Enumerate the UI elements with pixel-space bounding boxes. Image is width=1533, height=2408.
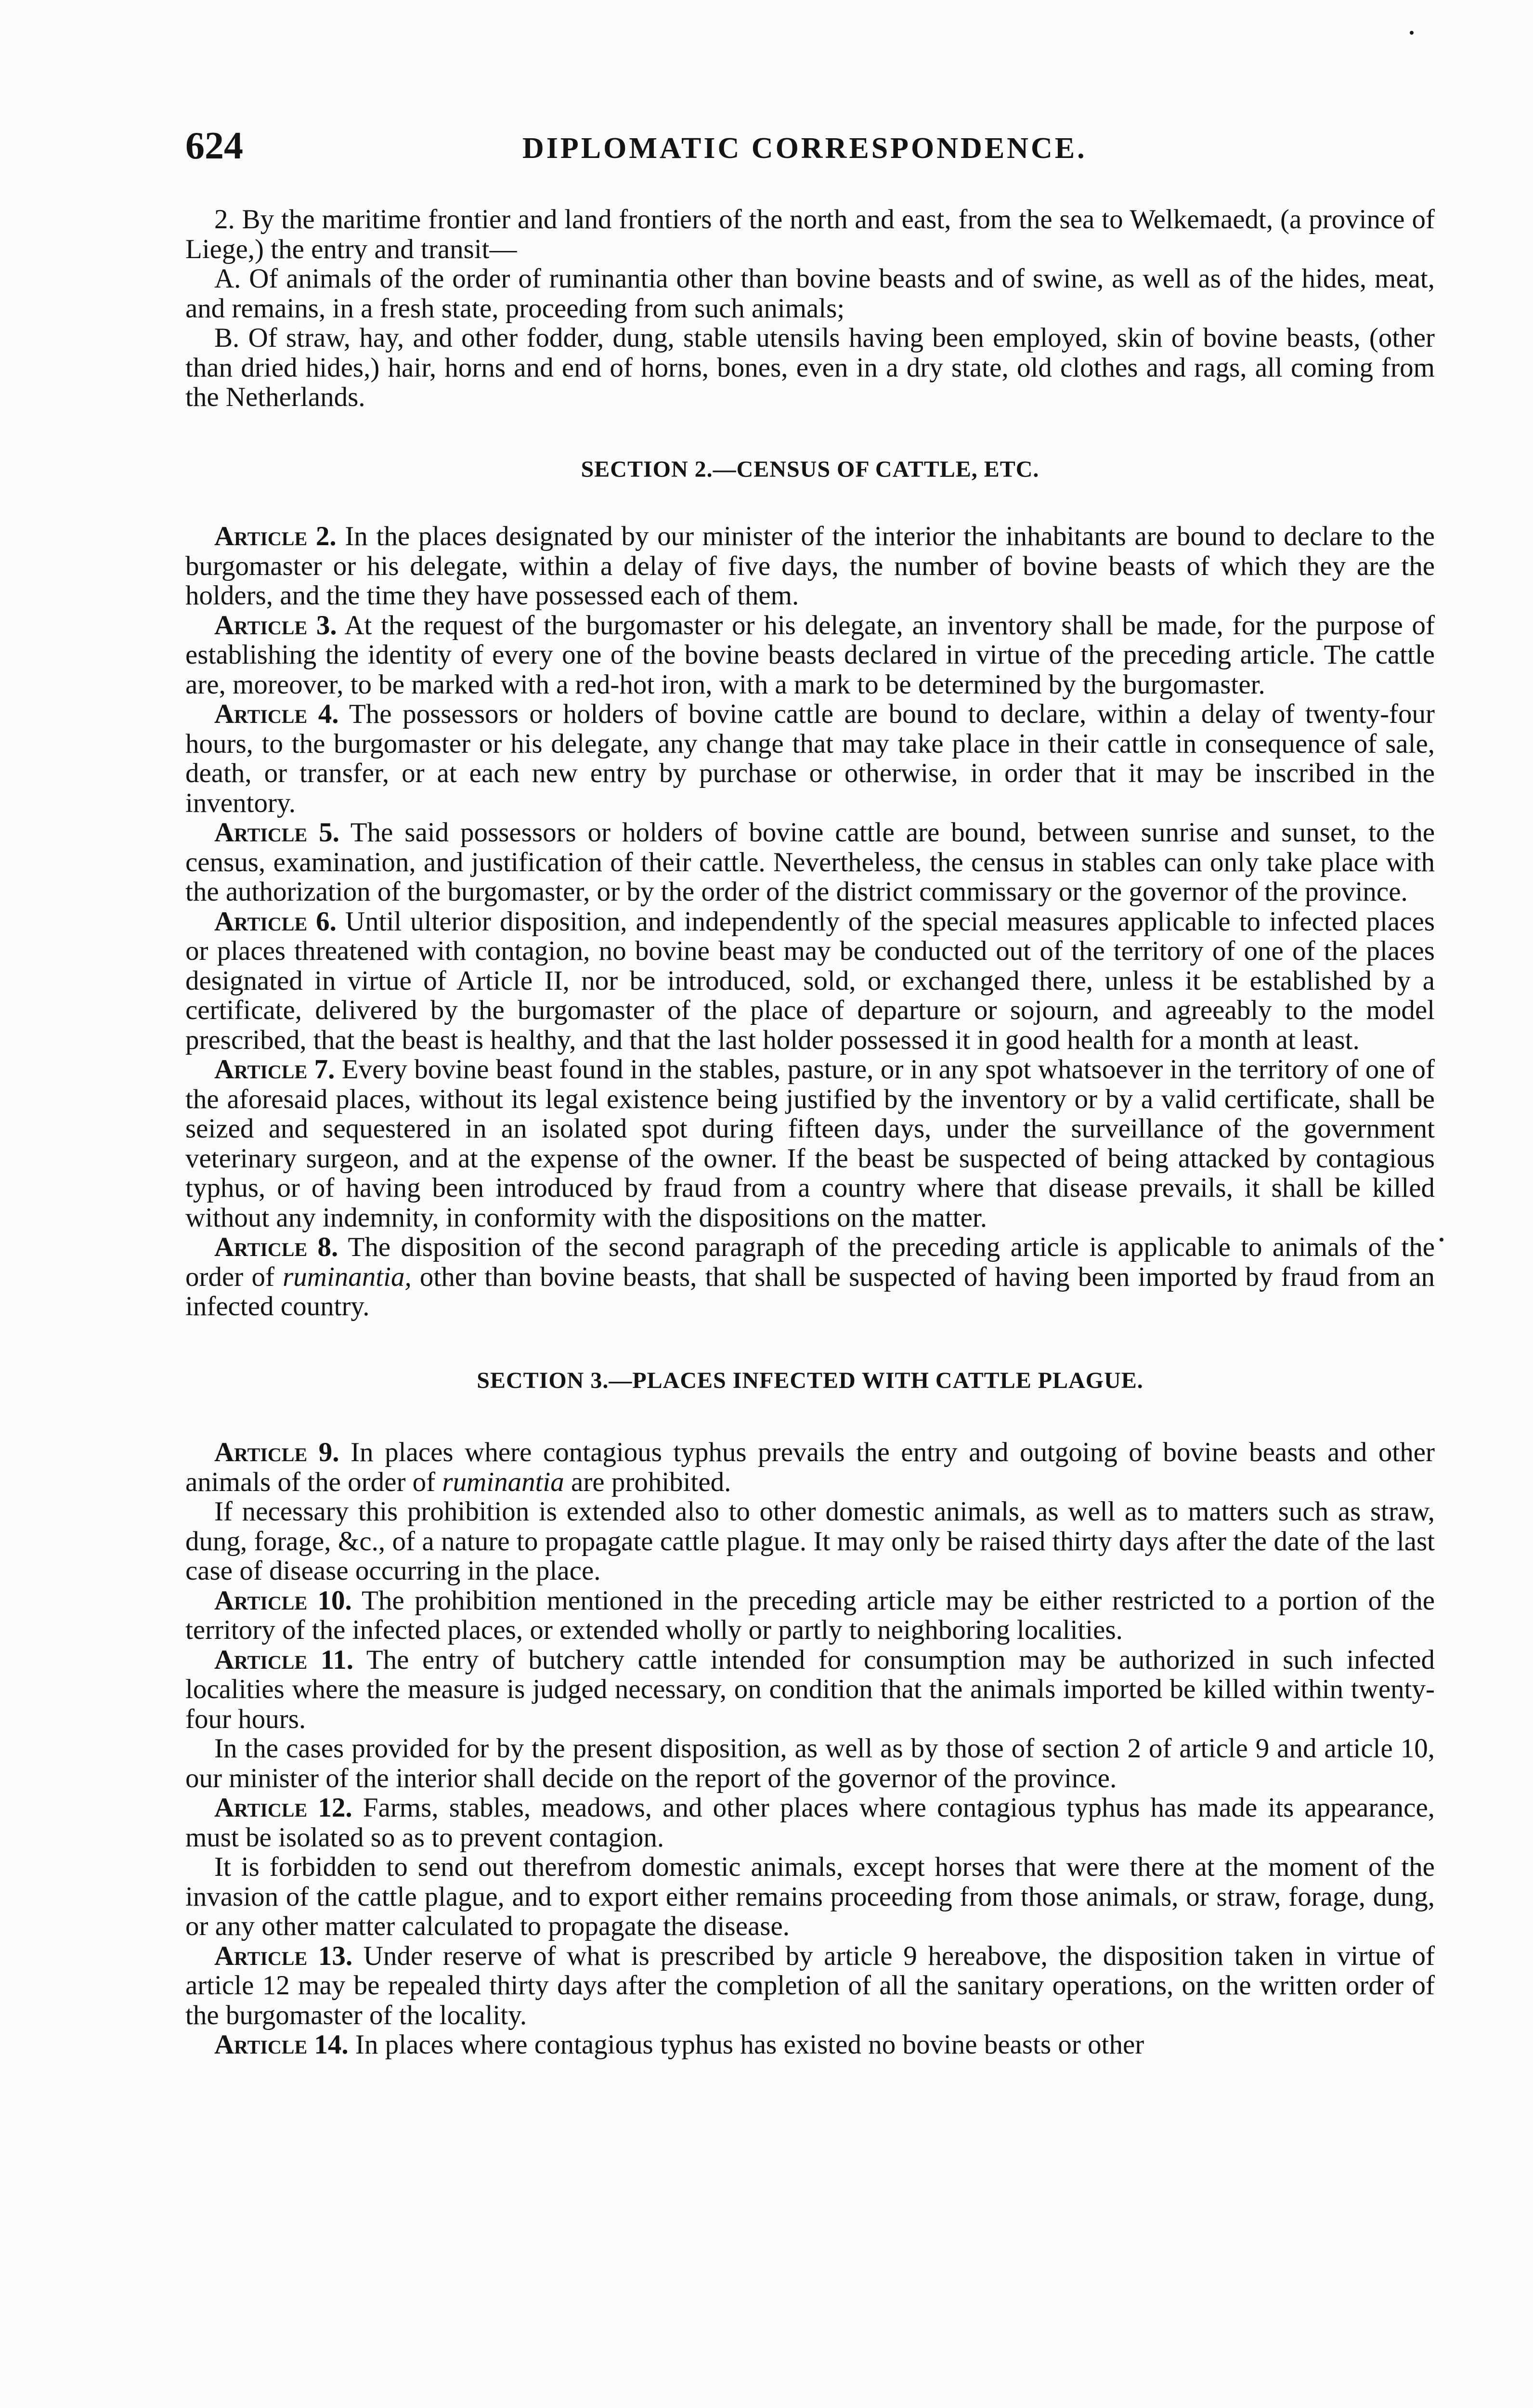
article-2-text: In the places designated by our minister of the interior the inhabitants are bound to declare to the burgomaster or his delegate, within a delay of five days, the number of bovine beasts of which they are the holders, and the time they have possessed each of them. — [185, 521, 1435, 611]
section-2-heading: SECTION 2.—CENSUS OF CATTLE, ETC. — [581, 456, 1039, 482]
page-number: 624 — [185, 125, 243, 167]
article-4 — [185, 699, 1435, 818]
article-11-paragraph-2: In the cases provided for by the present disposition, as well as by those of section 2 of article 9 and article 10, our minister of the interior shall decide on the report of the governor of the province. — [185, 1733, 1435, 1793]
article-12 — [185, 1793, 1435, 1852]
article-8-label: Article 8. — [214, 1232, 338, 1262]
article-10 — [185, 1586, 1435, 1645]
article-13-label: Article 13. — [214, 1940, 353, 1971]
article-7 — [185, 1055, 1435, 1232]
page-header — [185, 119, 1435, 172]
scan-speck-right — [1440, 1238, 1443, 1242]
article-2 — [185, 522, 1435, 611]
article-12-text: Farms, stables, meadows, and other places where contagious typhus has made its appearance, must be isolated so as to prevent contagion. — [185, 1793, 1435, 1853]
article-7-text: Every bovine beast found in the stables, pasture, or in any spot whatsoever in the territory of one of the aforesaid places, without its legal existence being justified by the inventory or by a valid certificate, shall be seized and sequestered in an isolated spot during fifteen days, under the surveillance of the government veterinary surgeon, and at the expense of the owner. If the beast be suspected of being attacked by contagious typhus, or of having been introduced by fraud from a country where that disease prevails, it shall be killed without any indemnity, in conformity with the dispositions on the matter. — [185, 1054, 1435, 1233]
article-8-text-b: other than bovine beasts, that shall be suspected of having been imported by fraud from an infected country. — [185, 1261, 1435, 1322]
running-title: DIPLOMATIC CORRESPONDENCE. — [522, 132, 1087, 165]
article-3-label: Article 3. — [214, 610, 337, 641]
intro-paragraph-a: A. Of animals of the order of ruminantia other than bovine beasts and of swine, as well as of the hides, meat, and remains, in a fresh state, proceeding from such animals; — [185, 263, 1435, 324]
article-8-text-a: The disposition of the second paragraph of the preceding article is applicable to animals of the order of — [185, 1232, 1435, 1292]
article-3-text: At the request of the burgomaster or his delegate, an inventory shall be made, for the purpose of establishing the identity of every one of the bovine beasts declared in virtue of the preceding article. The cattle are, moreover, to be marked with a red-hot iron, with a mark to be determined by the burgomaster. — [185, 610, 1435, 700]
article-13-text: Under reserve of what is prescribed by article 9 hereabove, the disposition taken in virtue of article 12 may be repealed thirty days after the completion of all the sanitary operations, on the written order of the burgomaster of the locality. — [185, 1940, 1435, 2030]
article-4-label: Article 4. — [214, 699, 339, 729]
intro-paragraph-b: B. Of straw, hay, and other fodder, dung, stable utensils having been employed, skin of bovine beasts, (other than dried hides,) hair, horns and end of horns, bones, even in a dry state, old clothes and rags, all coming from the Netherlands. — [185, 323, 1435, 412]
article-9-italic-term: ruminantia — [442, 1466, 564, 1497]
section-3-heading: SECTION 3.—PLACES INFECTED WITH CATTLE PLAGUE. — [477, 1367, 1143, 1393]
article-14-label: Article 14. — [214, 2029, 349, 2060]
article-8 — [185, 1232, 1435, 1322]
article-12-paragraph-2: It is forbidden to send out therefrom domestic animals, except horses that were there at the moment of the invasion of the cattle plague, and to export either remains proceeding from those animals, or straw, forage, dung, or any other matter calculated to propagate the disease. — [185, 1852, 1435, 1941]
article-5-label: Article 5. — [214, 817, 339, 848]
article-9-label: Article 9. — [214, 1437, 339, 1467]
article-10-label: Article 10. — [214, 1585, 352, 1616]
article-7-label: Article 7. — [214, 1054, 335, 1085]
article-6-text: Until ulterior disposition, and independently of the special measures applicable to infected places or places threatened with contagion, no bovine beast may be conducted out of the territory of one of the places designated in virtue of Article II, nor be introduced, sold, or exchanged there, unless it be established by a certificate, delivered by the burgomaster of the place of departure or sojourn, and agreeably to the model prescribed, that the beast is healthy, and that the last holder possessed it in good health for a month at least. — [185, 906, 1435, 1055]
article-14-text: In places where contagious typhus has existed no bovine beasts or other — [348, 2029, 1144, 2060]
article-11-text: The entry of butchery cattle intended for consumption may be authorized in such infected localities where the measure is judged necessary, on condition that the animals imported be killed within twenty-four hours. — [185, 1644, 1435, 1734]
article-6-label: Article 6. — [214, 906, 337, 937]
article-9-text-a: In places where contagious typhus prevails the entry and outgoing of bovine beasts and other animals of the order of — [185, 1437, 1435, 1497]
article-11 — [185, 1645, 1435, 1734]
article-10-text: The prohibition mentioned in the preceding article may be either restricted to a portion of the territory of the infected places, or extended wholly or partly to neighboring localities. — [185, 1585, 1435, 1645]
article-5 — [185, 818, 1435, 907]
article-9-text-b: are prohibited. — [564, 1466, 731, 1497]
article-11-label: Article 11. — [214, 1644, 354, 1675]
article-9-paragraph-2: If necessary this prohibition is extended also to other domestic animals, as well as to matters such as straw, dung, forage, &c., of a nature to propagate cattle plague. It may only be raised thirty days after the date of the last case of disease occurring in the place. — [185, 1496, 1435, 1586]
article-6 — [185, 907, 1435, 1055]
article-14 — [185, 2030, 1435, 2060]
intro-paragraph-1: 2. By the maritime frontier and land frontiers of the north and east, from the sea to Welkemaedt, (a province of Liege,) the entry and transit— — [185, 204, 1435, 264]
article-2-label: Article 2. — [214, 521, 337, 551]
article-5-text: The said possessors or holders of bovine cattle are bound, between sunrise and sunset, to the census, examination, and justification of their cattle. Nevertheless, the census in stables can only take place with the authorization of the burgomaster, or by the order of the district commissary or the governor of the province. — [185, 817, 1435, 907]
document-body — [185, 205, 1435, 2060]
article-13 — [185, 1941, 1435, 2030]
article-9 — [185, 1438, 1435, 1497]
scan-speck-top-right — [1410, 31, 1414, 35]
article-8-italic-term: ruminantia, — [283, 1261, 412, 1292]
article-3 — [185, 611, 1435, 700]
article-4-text: The possessors or holders of bovine cattle are bound to declare, within a delay of twenty-four hours, to the burgomaster or his delegate, any change that may take place in their cattle in consequence of sale, death, or transfer, or at each new entry by purchase or otherwise, in order that it may be inscribed in the inventory. — [185, 699, 1435, 818]
article-12-label: Article 12. — [214, 1793, 352, 1823]
